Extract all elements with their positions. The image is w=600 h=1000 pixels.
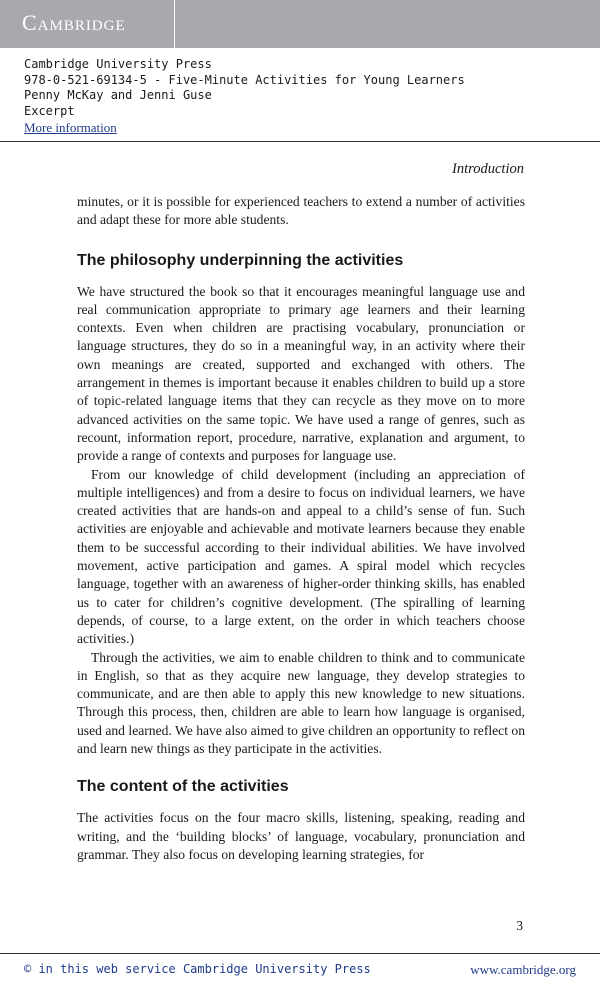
page-number: 3 [516, 918, 523, 933]
cambridge-logo: Cambridge [22, 10, 126, 35]
page-body [77, 193, 525, 864]
more-information-link[interactable]: More information [24, 120, 117, 135]
banner-divider [174, 0, 175, 48]
copyright-link[interactable]: © in this web service Cambridge University Press [24, 962, 371, 976]
publisher-name: Cambridge University Press [24, 57, 212, 71]
paragraph-philosophy-3: Through the activities, we aim to enable children to think and to communicate in English, so that as they acquire new language, they develop strategies to communicate, and are then able to apply this new knowledge to new situations. Through this process, then, children are able to learn how language is organised, used and learned. We have also aimed to give children an opportunity to reflect on and learn new things as they participate in the activities. [77, 649, 525, 757]
paragraph-philosophy-2: From our knowledge of child development (including an appreciation of multiple intelligences) and from a desire to focus on individual learners, we have created activities that are hands-on and appeal to a child’s sense of fun. Such activities are enjoyable and achievable and motivate learners because they enable them to be successful according to their individual abilities. We have involved movement, active participation and games. A spiral model which recycles language, together with an awareness of higher-order thinking skills, has enabled us to cater for children’s cognitive development. (The spiralling of learning depends, of course, to a large extent, on the order in which teachers choose activities.) [77, 466, 525, 647]
header-divider [0, 141, 600, 142]
section-heading-philosophy: The philosophy underpinning the activities [77, 251, 404, 269]
paragraph-continued: minutes, or it is possible for experienced teachers to extend a number of activities and adapt these for more able students. [77, 194, 525, 228]
authors: Penny McKay and Jenni Guse [24, 88, 212, 102]
publisher-banner [0, 0, 600, 48]
paragraph-content-1: The activities focus on the four macro skills, listening, speaking, reading and writing, and the ‘building blocks’ of language, vocabulary, pronunciation and grammar. They also focus on developing learning strategies, for [77, 810, 525, 862]
document-type: Excerpt [24, 103, 75, 118]
footer-divider [0, 953, 600, 954]
book-metadata [24, 57, 465, 137]
section-heading-content: The content of the activities [77, 778, 289, 796]
website-link[interactable]: www.cambridge.org [470, 962, 576, 977]
paragraph-philosophy-1: We have structured the book so that it encourages meaningful language use and real communication appropriate to primary age learners and their learning contexts. Even when children are practising vocabulary, pronunciation or language structures, they do so in a meaningful way, in an activity where their own meanings are created, supported and exchanged with others. The arrangement in themes is important because it enables children to build up a store of topic-related language items that they can recycle as they move on to more advanced activities on the same topic. We have used a range of genres, such as recount, information report, procedure, narrative, explanation and argument, to provide a range of contexts and purposes for language use. [77, 283, 525, 464]
running-head: Introduction [452, 161, 524, 177]
isbn-title: 978-0-521-69134-5 - Five-Minute Activities for Young Learners [24, 72, 465, 87]
